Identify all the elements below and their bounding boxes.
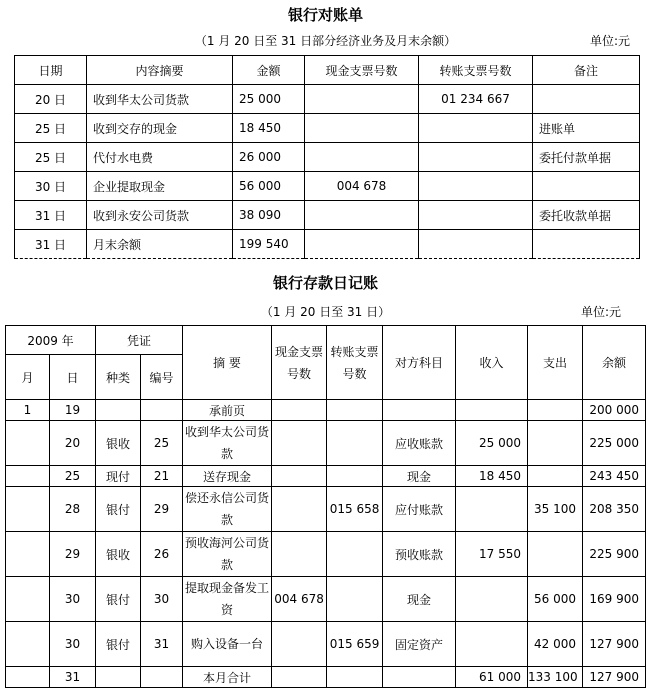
cell-day: 19 — [50, 400, 96, 421]
cell-month — [6, 667, 50, 688]
cell-remark — [533, 85, 640, 114]
cell-number: 21 — [141, 466, 183, 487]
cell-summary: 收到交存的现金 — [87, 114, 233, 143]
cell-month — [6, 466, 50, 487]
cell-transfer-check — [419, 230, 533, 259]
cell-month — [6, 577, 50, 622]
cell-day: 29 — [50, 532, 96, 577]
cell-number: 31 — [141, 622, 183, 667]
statement-title: 银行对账单 — [287, 6, 363, 24]
cell-counter-account: 预收账款 — [383, 532, 456, 577]
cell-cash-check — [305, 85, 419, 114]
cell-expense: 35 100 — [528, 487, 583, 532]
cell-income: 17 550 — [456, 532, 528, 577]
table-row — [6, 466, 646, 487]
cell-expense: 42 000 — [528, 622, 583, 667]
statement-table — [14, 55, 640, 259]
cell-transfer-check — [419, 201, 533, 230]
journal-title: 银行存款日记账 — [272, 274, 378, 292]
cell-amount: 18 450 — [233, 114, 305, 143]
table-row — [6, 421, 646, 466]
cell-day: 31 — [50, 667, 96, 688]
header-kind: 种类 — [96, 355, 141, 400]
cell-summary: 承前页 — [183, 400, 272, 421]
cell-expense: 56 000 — [528, 577, 583, 622]
cell-cash-check — [305, 201, 419, 230]
cell-kind: 银收 — [96, 532, 141, 577]
cell-income: 25 000 — [456, 421, 528, 466]
cell-income: 61 000 — [456, 667, 528, 688]
statement-unit: 单位:元 — [590, 34, 631, 48]
cell-amount: 25 000 — [233, 85, 305, 114]
table-row — [6, 400, 646, 421]
cell-month — [6, 532, 50, 577]
cell-kind: 现付 — [96, 466, 141, 487]
cell-summary: 企业提取现金 — [87, 172, 233, 201]
cell-kind — [96, 400, 141, 421]
cell-income — [456, 622, 528, 667]
cell-transfer-check — [419, 172, 533, 201]
table-row — [6, 532, 646, 577]
cell-income — [456, 487, 528, 532]
header-balance: 余额 — [583, 326, 646, 400]
cell-transfer-check — [419, 143, 533, 172]
cell-kind: 银付 — [96, 622, 141, 667]
header-month: 月 — [6, 355, 50, 400]
journal-subtitle: （1 月 20 日至 31 日） — [260, 305, 391, 319]
cell-amount: 56 000 — [233, 172, 305, 201]
cell-counter-account: 现金 — [383, 577, 456, 622]
table-row — [6, 577, 646, 622]
cell-summary: 代付水电费 — [87, 143, 233, 172]
cell-expense — [528, 400, 583, 421]
cell-day: 25 — [50, 466, 96, 487]
cell-summary: 送存现金 — [183, 466, 272, 487]
cell-income: 18 450 — [456, 466, 528, 487]
cell-cash-check — [305, 143, 419, 172]
cell-month — [6, 487, 50, 532]
cell-transfer-check — [419, 114, 533, 143]
header-amount: 金额 — [233, 56, 305, 85]
cell-number: 26 — [141, 532, 183, 577]
journal-header-row — [6, 326, 646, 355]
header-transfer-check: 转账支票号数 — [327, 326, 383, 400]
cell-kind — [96, 667, 141, 688]
cell-remark — [533, 230, 640, 259]
cell-expense — [528, 466, 583, 487]
cell-counter-account: 应收账款 — [383, 421, 456, 466]
header-cash-check: 现金支票号数 — [305, 56, 419, 85]
cell-expense: 133 100 — [528, 667, 583, 688]
cell-remark: 委托付款单据 — [533, 143, 640, 172]
cell-cash-check — [305, 114, 419, 143]
header-expense: 支出 — [528, 326, 583, 400]
cell-expense — [528, 532, 583, 577]
cell-date: 20 日 — [15, 85, 87, 114]
table-row — [15, 230, 640, 259]
cell-number: 29 — [141, 487, 183, 532]
journal-unit: 单位:元 — [581, 305, 622, 319]
cell-cash-check — [272, 466, 327, 487]
header-number: 编号 — [141, 355, 183, 400]
cell-day: 30 — [50, 577, 96, 622]
cell-cash-check — [272, 667, 327, 688]
cell-cash-check — [305, 230, 419, 259]
cell-balance: 225 000 — [583, 421, 646, 466]
header-income: 收入 — [456, 326, 528, 400]
cell-transfer-check: 015 658 — [327, 487, 383, 532]
cell-remark — [533, 172, 640, 201]
cell-balance: 127 900 — [583, 667, 646, 688]
cell-balance: 200 000 — [583, 400, 646, 421]
header-date: 日期 — [15, 56, 87, 85]
header-voucher: 凭证 — [96, 326, 183, 355]
cell-summary: 提取现金备发工资 — [183, 577, 272, 622]
cell-month: 1 — [6, 400, 50, 421]
cell-income — [456, 400, 528, 421]
table-row — [15, 143, 640, 172]
cell-counter-account: 固定资产 — [383, 622, 456, 667]
cell-transfer-check: 01 234 667 — [419, 85, 533, 114]
cell-date: 25 日 — [15, 114, 87, 143]
cell-cash-check: 004 678 — [305, 172, 419, 201]
cell-cash-check — [272, 400, 327, 421]
cell-cash-check — [272, 532, 327, 577]
cell-transfer-check — [327, 421, 383, 466]
table-row — [6, 667, 646, 688]
header-counter-account: 对方科目 — [383, 326, 456, 400]
cell-month — [6, 421, 50, 466]
table-row — [15, 114, 640, 143]
cell-balance: 225 900 — [583, 532, 646, 577]
cell-expense — [528, 421, 583, 466]
cell-counter-account — [383, 667, 456, 688]
header-remark: 备注 — [533, 56, 640, 85]
cell-number: 25 — [141, 421, 183, 466]
cell-balance: 243 450 — [583, 466, 646, 487]
header-year: 2009 年 — [6, 326, 96, 355]
statement-header-row — [15, 56, 640, 85]
cell-kind: 银收 — [96, 421, 141, 466]
cell-cash-check — [272, 622, 327, 667]
cell-month — [6, 622, 50, 667]
cell-summary: 收到永安公司货款 — [87, 201, 233, 230]
cell-counter-account — [383, 400, 456, 421]
header-day: 日 — [50, 355, 96, 400]
table-row — [15, 85, 640, 114]
cell-date: 30 日 — [15, 172, 87, 201]
cell-transfer-check — [327, 466, 383, 487]
cell-transfer-check: 015 659 — [327, 622, 383, 667]
cell-summary: 月末余额 — [87, 230, 233, 259]
cell-transfer-check — [327, 532, 383, 577]
cell-number: 30 — [141, 577, 183, 622]
cell-day: 28 — [50, 487, 96, 532]
cell-cash-check: 004 678 — [272, 577, 327, 622]
cell-balance: 208 350 — [583, 487, 646, 532]
cell-number — [141, 400, 183, 421]
cell-date: 31 日 — [15, 201, 87, 230]
table-row — [15, 201, 640, 230]
cell-cash-check — [272, 421, 327, 466]
header-transfer-check: 转账支票号数 — [419, 56, 533, 85]
cell-balance: 169 900 — [583, 577, 646, 622]
cell-summary: 收到华太公司货款 — [183, 421, 272, 466]
table-row — [6, 622, 646, 667]
cell-transfer-check — [327, 667, 383, 688]
journal-table — [5, 325, 646, 688]
cell-amount: 38 090 — [233, 201, 305, 230]
cell-summary: 偿还永信公司货款 — [183, 487, 272, 532]
cell-number — [141, 667, 183, 688]
cell-remark: 进账单 — [533, 114, 640, 143]
cell-summary: 预收海河公司货款 — [183, 532, 272, 577]
cell-day: 30 — [50, 622, 96, 667]
table-row — [15, 172, 640, 201]
cell-balance: 127 900 — [583, 622, 646, 667]
header-summary: 摘 要 — [183, 326, 272, 400]
cell-date: 25 日 — [15, 143, 87, 172]
cell-summary: 购入设备一台 — [183, 622, 272, 667]
table-row — [6, 487, 646, 532]
cell-date: 31 日 — [15, 230, 87, 259]
cell-income — [456, 577, 528, 622]
cell-counter-account: 应付账款 — [383, 487, 456, 532]
cell-counter-account: 现金 — [383, 466, 456, 487]
statement-subtitle: （1 月 20 日至 31 日部分经济业务及月末余额） — [194, 34, 457, 48]
cell-amount: 199 540 — [233, 230, 305, 259]
cell-kind: 银付 — [96, 487, 141, 532]
cell-summary: 本月合计 — [183, 667, 272, 688]
cell-cash-check — [272, 487, 327, 532]
cell-kind: 银付 — [96, 577, 141, 622]
cell-remark: 委托收款单据 — [533, 201, 640, 230]
cell-summary: 收到华太公司货款 — [87, 85, 233, 114]
cell-transfer-check — [327, 400, 383, 421]
header-summary: 内容摘要 — [87, 56, 233, 85]
cell-transfer-check — [327, 577, 383, 622]
header-cash-check: 现金支票号数 — [272, 326, 327, 400]
cell-amount: 26 000 — [233, 143, 305, 172]
cell-day: 20 — [50, 421, 96, 466]
